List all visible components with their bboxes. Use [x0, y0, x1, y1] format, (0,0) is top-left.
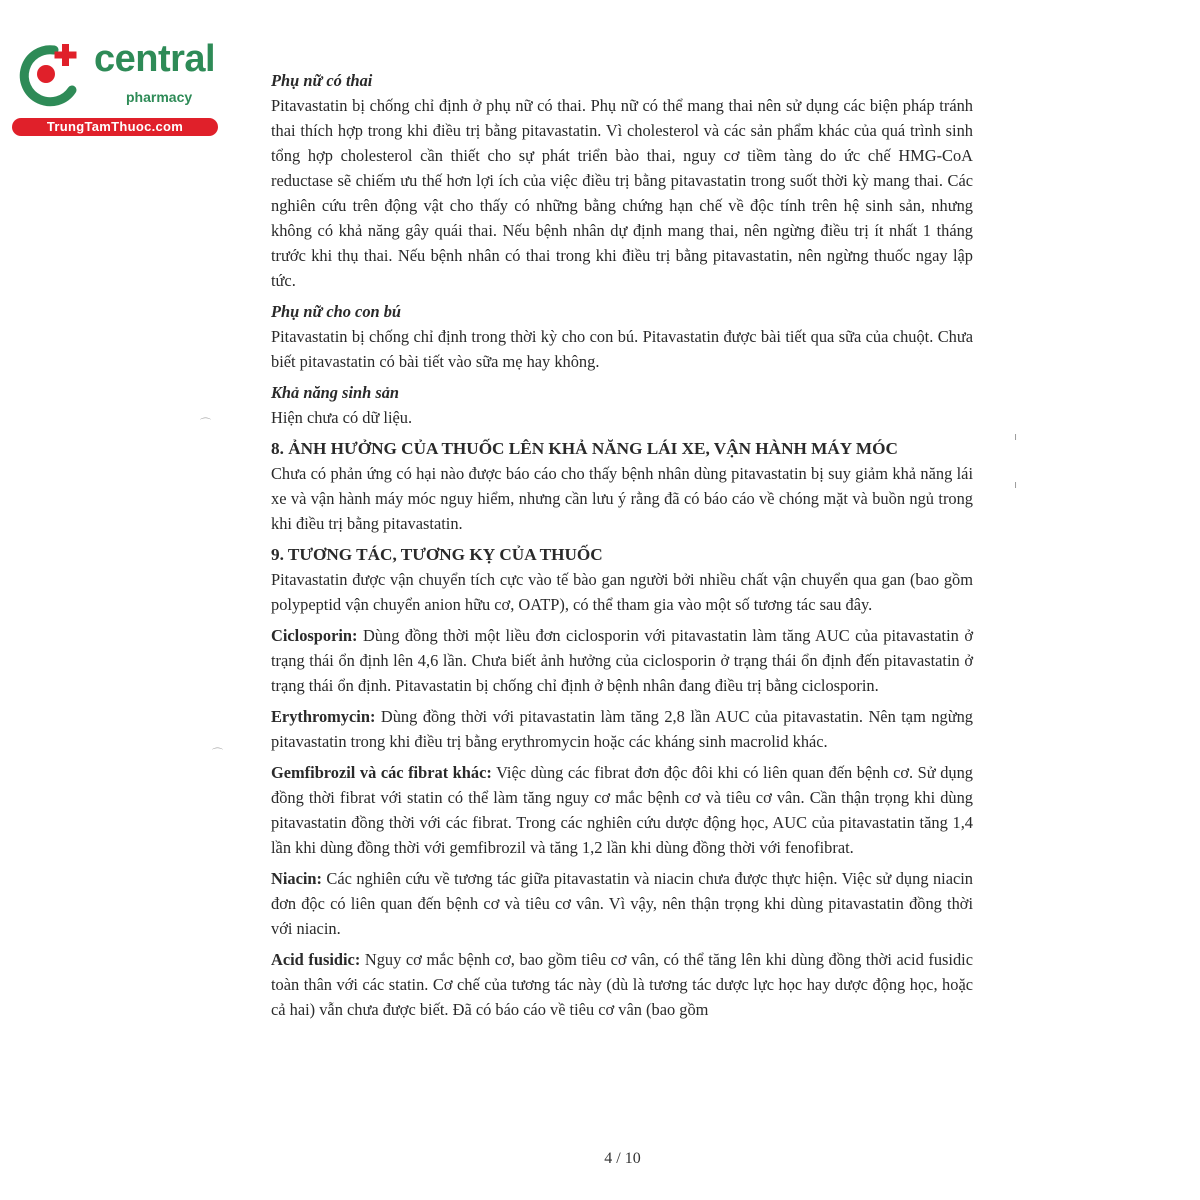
brand-website[interactable]: TrungTamThuoc.com — [12, 118, 218, 136]
pregnancy-text: Pitavastatin bị chống chỉ định ở phụ nữ có thai. Phụ nữ có thể mang thai nên sử dụng các biện pháp tránh thai thích hợp trong khi điều trị bằng pitavastatin. Vì cholesterol và các sản phẩm khác của quá trình sinh tổng hợp cholesterol cần thiết cho sự phát triển bào thai, nguy cơ tiềm tàng do ức chế HMG-CoA reductase sẽ chiếm ưu thế hơn lợi ích của việc điều trị bằng pitavastatin trong suốt thời kỳ mang thai. Các nghiên cứu trên động vật cho thấy có những bằng chứng hạn chế về độc tính trên hệ sinh sản, nhưng không có khả năng gây quái thai. Nếu bệnh nhân dự định mang thai, nên ngừng điều trị ít nhất 1 tháng trước khi thụ thai. Nếu bệnh nhân có thai trong khi điều trị bằng pitavastatin, nên ngừng thuốc ngay lập tức. — [271, 96, 973, 290]
brand-subtitle: pharmacy — [126, 89, 193, 105]
page-number: 4 / 10 — [604, 1150, 641, 1167]
fertility-text: Hiện chưa có dữ liệu. — [271, 408, 413, 427]
brand-logo[interactable] — [10, 38, 220, 138]
interaction-text: Việc dùng các fibrat đơn độc đôi khi có liên quan đến bệnh cơ. Sử dụng đồng thời fibrat với statin có thể làm tăng nguy cơ mắc bệnh cơ và tiêu cơ vân. Cần thận trọng khi dùng pitavastatin đồng thời với các fibrat. Trong các nghiên cứu dược động học, AUC của pitavastatin tăng 1,4 lần khi dùng đồng thời với gemfibrozil và tăng 1,2 lần khi dùng đồng thời với fenofibrat. — [271, 763, 973, 857]
interaction-term: Acid fusidic: — [271, 950, 361, 969]
section-8-heading: 8. ẢNH HƯỞNG CỦA THUỐC LÊN KHẢ NĂNG LÁI XE, VẬN HÀNH MÁY MÓC — [271, 439, 898, 458]
interaction-text: Các nghiên cứu về tương tác giữa pitavastatin và niacin chưa được thực hiện. Việc sử dụng niacin đơn độc có liên quan đến bệnh cơ và tiêu cơ vân. Vì vậy, nên thận trọng khi dùng pitavastatin đồng thời với niacin. — [271, 869, 973, 938]
interaction-text: Dùng đồng thời với pitavastatin làm tăng 2,8 lần AUC của pitavastatin. Nên tạm ngừng pitavastatin trong khi điều trị bằng erythromycin hoặc các kháng sinh macrolid khác. — [271, 707, 973, 751]
section-8-text: Chưa có phản ứng có hại nào được báo cáo cho thấy bệnh nhân dùng pitavastatin bị suy giảm khả năng lái xe và vận hành máy móc nguy hiểm, nhưng cần lưu ý rằng đã có báo cáo về chóng mặt và buồn ngủ trong khi điều trị bằng pitavastatin. — [271, 464, 973, 533]
scan-mark: ⌒ — [212, 747, 223, 760]
section-9-heading: 9. TƯƠNG TÁC, TƯƠNG KỴ CỦA THUỐC — [271, 545, 603, 564]
interaction-term: Gemfibrozil và các fibrat khác: — [271, 763, 492, 782]
interaction-text: Dùng đồng thời một liều đơn ciclosporin với pitavastatin làm tăng AUC của pitavastatin ở trạng thái ổn định lên 4,6 lần. Chưa biết ảnh hưởng của ciclosporin ở trạng thái ổn định đến pitavastatin ở trạng thái ổn định. Pitavastatin bị chống chỉ định ở bệnh nhân đang điều trị bằng ciclosporin. — [271, 626, 973, 695]
document-body — [271, 68, 973, 1028]
interaction-term: Ciclosporin: — [271, 626, 358, 645]
interaction-term: Erythromycin: — [271, 707, 376, 726]
central-pharmacy-logo-icon — [10, 38, 90, 110]
scan-mark: ı — [1014, 430, 1018, 443]
brand-name: central — [94, 38, 216, 80]
interaction-fusidic-acid — [271, 947, 973, 1022]
interaction-niacin — [271, 866, 973, 941]
interaction-term: Niacin: — [271, 869, 322, 888]
interaction-gemfibrozil — [271, 760, 973, 860]
scan-mark: ı — [1014, 478, 1018, 491]
lactation-heading: Phụ nữ cho con bú — [271, 302, 402, 321]
scan-mark: ⌒ — [200, 417, 211, 430]
fertility-heading: Khả năng sinh sản — [271, 383, 400, 402]
interaction-erythromycin — [271, 704, 973, 754]
pregnancy-heading: Phụ nữ có thai — [271, 71, 373, 90]
interaction-text: Nguy cơ mắc bệnh cơ, bao gồm tiêu cơ vân, có thể tăng lên khi dùng đồng thời acid fusidic toàn thân với các statin. Cơ chế của tương tác này (dù là tương tác dược lực học hay dược động học, hoặc cả hai) vẫn chưa được biết. Đã có báo cáo về tiêu cơ vân (bao gồm — [271, 950, 973, 1019]
section-9-intro: Pitavastatin được vận chuyển tích cực vào tế bào gan người bởi nhiều chất vận chuyển qua gan (bao gồm polypeptid vận chuyển anion hữu cơ, OATP), có thể tham gia vào một số tương tác sau đây. — [271, 570, 973, 614]
lactation-text: Pitavastatin bị chống chỉ định trong thời kỳ cho con bú. Pitavastatin được bài tiết qua sữa của chuột. Chưa biết pitavastatin có bài tiết vào sữa mẹ hay không. — [271, 327, 973, 371]
interaction-ciclosporin — [271, 623, 973, 698]
